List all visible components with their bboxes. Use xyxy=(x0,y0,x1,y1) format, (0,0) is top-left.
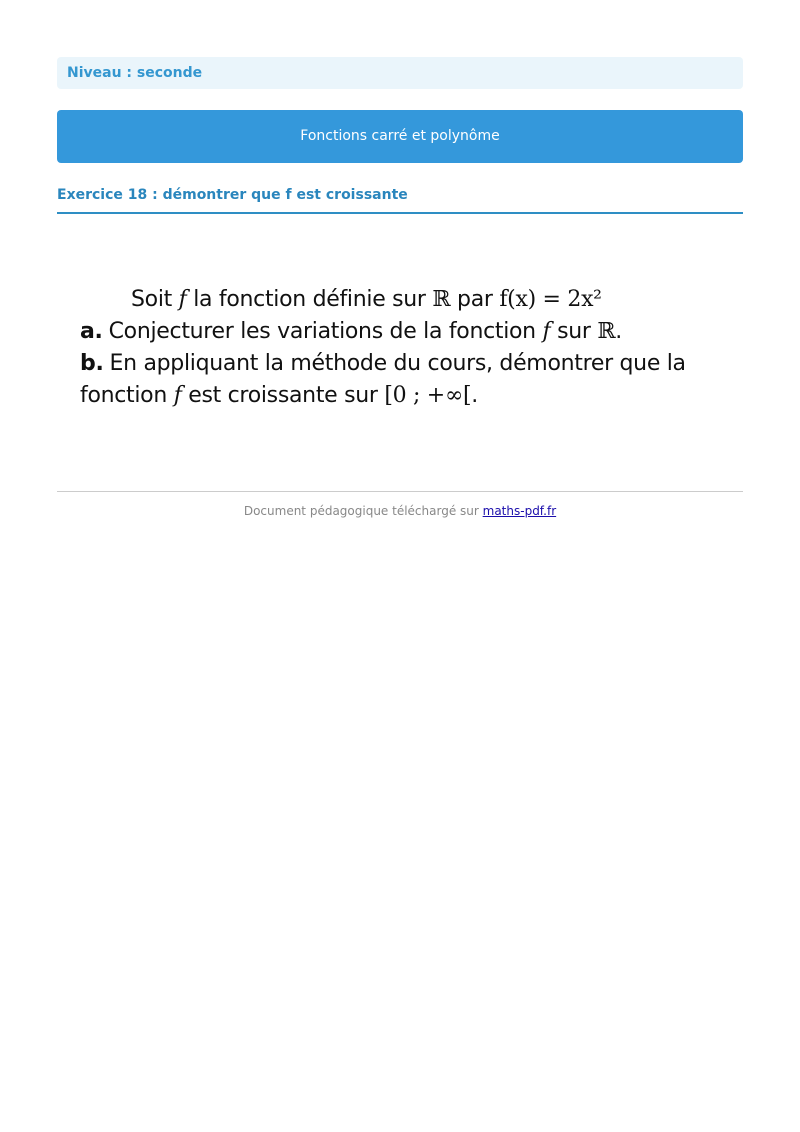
question-a-text-after: sur xyxy=(550,319,598,344)
function-symbol: f xyxy=(178,287,187,312)
question-b-line1: En appliquant la méthode du cours, démontrer que la xyxy=(109,351,686,376)
question-a xyxy=(80,316,740,348)
question-a-label: a. xyxy=(80,319,103,344)
question-a-text: Conjecturer les variations de la fonction xyxy=(108,319,543,344)
question-b-text: fonction xyxy=(80,383,174,408)
chapter-title-banner: Fonctions carré et polynôme xyxy=(57,110,743,163)
question-b-continuation xyxy=(80,380,740,412)
footer xyxy=(57,504,743,518)
exercise-title: Exercice 18 : démontrer que f est croissante xyxy=(57,184,743,214)
intro-text-middle: la fonction définie sur xyxy=(186,287,433,312)
question-b-label: b. xyxy=(80,351,104,376)
level-label: Niveau : seconde xyxy=(57,57,743,89)
function-symbol: f xyxy=(542,319,551,344)
function-formula: f(x) = 2x² xyxy=(499,287,602,312)
interval: [0 ; +∞[ xyxy=(384,383,472,408)
real-set-symbol: ℝ xyxy=(432,287,451,312)
question-b xyxy=(80,348,740,380)
intro-text-par: par xyxy=(450,287,500,312)
intro-text-start: Soit xyxy=(131,287,179,312)
question-b-text-after: est croissante sur xyxy=(181,383,385,408)
footer-text: Document pédagogique téléchargé sur xyxy=(243,504,483,518)
question-a-end: . xyxy=(615,319,622,344)
footer-divider xyxy=(57,491,743,492)
question-b-end: . xyxy=(471,383,478,408)
exercise-intro xyxy=(80,284,740,316)
real-set-symbol: ℝ xyxy=(597,319,616,344)
exercise-statement xyxy=(80,284,740,412)
footer-link[interactable]: maths-pdf.fr xyxy=(482,504,557,518)
function-symbol: f xyxy=(173,383,182,408)
